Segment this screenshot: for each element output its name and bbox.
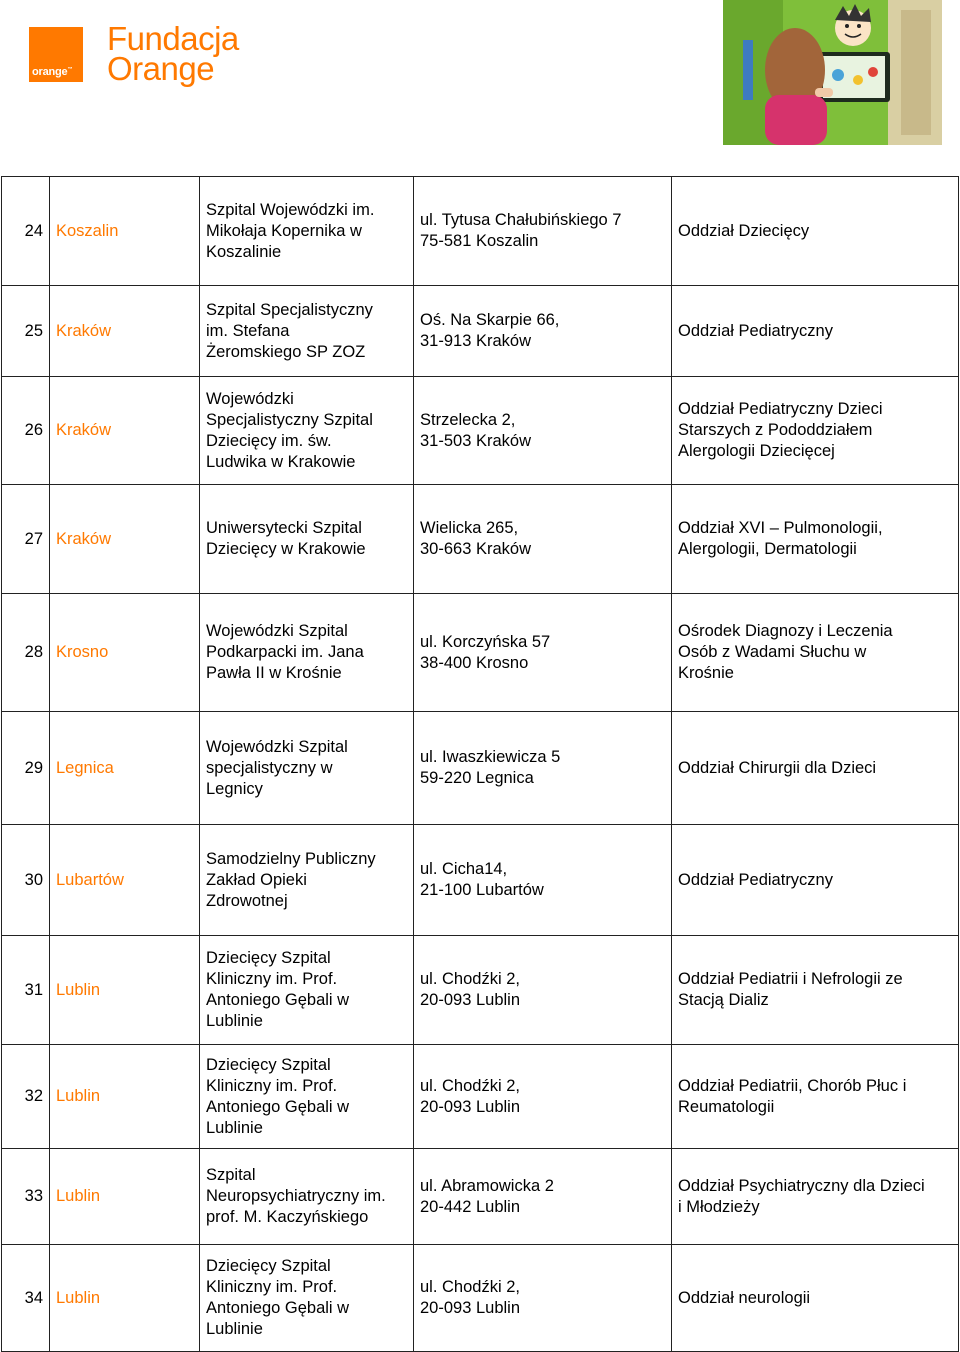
foundation-name-line2: Orange bbox=[107, 50, 215, 87]
ward-line: Oddział Pediatryczny bbox=[678, 321, 833, 340]
ward-line: Oddział Pediatrii i Nefrologii ze bbox=[678, 970, 903, 988]
row-number: 28 bbox=[2, 594, 50, 712]
address-line: 21-100 Lubartów bbox=[420, 881, 544, 899]
row-number: 33 bbox=[2, 1149, 50, 1245]
address-cell bbox=[414, 377, 672, 485]
ward-line: Alergologii Dziecięcej bbox=[678, 442, 835, 460]
address-cell bbox=[414, 1045, 672, 1149]
hospital-line: Antoniego Gębali w bbox=[206, 1097, 350, 1116]
hospital-cell bbox=[200, 1045, 414, 1149]
hospital-line: Dziecięcy Szpital bbox=[206, 1257, 331, 1275]
hospital-line: Szpital Wojewódzki im. bbox=[206, 200, 375, 219]
table-row bbox=[2, 1245, 959, 1352]
hospital-cell bbox=[200, 1149, 414, 1245]
foundation-name bbox=[107, 20, 239, 87]
hospital-line: im. Stefana bbox=[206, 321, 290, 340]
hospital-line: Kliniczny im. Prof. bbox=[206, 1278, 338, 1296]
address-line: 20-442 Lublin bbox=[420, 1197, 520, 1216]
city-cell: Kraków bbox=[50, 286, 200, 377]
ward-line: Oddział Pediatryczny bbox=[678, 870, 833, 889]
address-line: ul. Abramowicka 2 bbox=[420, 1176, 554, 1195]
ward-cell bbox=[672, 1245, 959, 1352]
address-cell bbox=[414, 286, 672, 377]
ward-line: Alergologii, Dermatologii bbox=[678, 540, 857, 558]
address-cell bbox=[414, 1245, 672, 1352]
address-line: ul. Chodźki 2, bbox=[420, 1278, 520, 1296]
city-cell: Lubartów bbox=[50, 825, 200, 936]
table-row bbox=[2, 1149, 959, 1245]
ward-line: Stacją Dializ bbox=[678, 991, 769, 1009]
row-number: 30 bbox=[2, 825, 50, 936]
hospital-line: Zdrowotnej bbox=[206, 891, 288, 910]
table-row bbox=[2, 177, 959, 286]
table-row bbox=[2, 1045, 959, 1149]
address-line: 75-581 Koszalin bbox=[420, 232, 539, 250]
address-line: 30-663 Kraków bbox=[420, 540, 531, 558]
table-row bbox=[2, 594, 959, 712]
row-number: 29 bbox=[2, 712, 50, 825]
ward-cell bbox=[672, 1045, 959, 1149]
hospital-line: Wojewódzki bbox=[206, 389, 294, 408]
ward-line: Starszych z Pododdziałem bbox=[678, 421, 873, 439]
hospital-cell bbox=[200, 936, 414, 1045]
hospital-line: Antoniego Gębali w bbox=[206, 1299, 350, 1317]
address-line: ul. Chodźki 2, bbox=[420, 1076, 520, 1095]
hospital-line: Pawła II w Krośnie bbox=[206, 664, 342, 682]
hospital-cell bbox=[200, 1245, 414, 1352]
city-cell: Krosno bbox=[50, 594, 200, 712]
ward-line: Oddział Psychiatryczny dla Dzieci bbox=[678, 1176, 925, 1195]
ward-cell bbox=[672, 485, 959, 594]
ward-cell bbox=[672, 594, 959, 712]
hospital-line: Podkarpacki im. Jana bbox=[206, 643, 364, 661]
address-cell bbox=[414, 485, 672, 594]
address-cell bbox=[414, 936, 672, 1045]
row-number: 34 bbox=[2, 1245, 50, 1352]
row-number: 24 bbox=[2, 177, 50, 286]
ward-line: Osób z Wadami Słuchu w bbox=[678, 643, 867, 661]
hospital-table bbox=[1, 176, 959, 1352]
row-number: 27 bbox=[2, 485, 50, 594]
city-cell: Koszalin bbox=[50, 177, 200, 286]
hospital-line: Wojewódzki Szpital bbox=[206, 737, 348, 756]
hospital-line: Szpital Specjalistyczny bbox=[206, 300, 373, 319]
hospital-line: Kliniczny im. Prof. bbox=[206, 970, 338, 988]
hospital-line: Legnicy bbox=[206, 779, 263, 798]
address-line: 59-220 Legnica bbox=[420, 769, 534, 787]
ward-cell bbox=[672, 825, 959, 936]
hospital-line: Antoniego Gębali w bbox=[206, 991, 350, 1009]
hospital-cell bbox=[200, 594, 414, 712]
child-touchscreen-photo bbox=[723, 0, 942, 145]
hospital-line: Specjalistyczny Szpital bbox=[206, 410, 373, 429]
address-cell bbox=[414, 594, 672, 712]
hospital-cell bbox=[200, 177, 414, 286]
hospital-line: Wojewódzki Szpital bbox=[206, 622, 348, 640]
row-number: 26 bbox=[2, 377, 50, 485]
address-line: 31-503 Kraków bbox=[420, 431, 531, 450]
ward-line: Ośrodek Diagnozy i Leczenia bbox=[678, 622, 893, 640]
hospital-line: Dziecięcy im. św. bbox=[206, 431, 332, 450]
table-row bbox=[2, 377, 959, 485]
hospital-cell bbox=[200, 485, 414, 594]
city-cell: Kraków bbox=[50, 485, 200, 594]
ward-line: Oddział Chirurgii dla Dzieci bbox=[678, 758, 877, 777]
hospital-line: Żeromskiego SP ZOZ bbox=[206, 342, 366, 361]
ward-cell bbox=[672, 1149, 959, 1245]
table-row bbox=[2, 936, 959, 1045]
ward-cell bbox=[672, 936, 959, 1045]
hospital-cell bbox=[200, 825, 414, 936]
ward-line: Oddział neurologii bbox=[678, 1288, 811, 1307]
address-line: 20-093 Lublin bbox=[420, 991, 520, 1009]
hospital-line: Uniwersytecki Szpital bbox=[206, 519, 362, 537]
row-number: 25 bbox=[2, 286, 50, 377]
ward-line: Oddział Pediatrii, Chorób Płuc i bbox=[678, 1076, 907, 1095]
address-line: ul. Iwaszkiewicza 5 bbox=[420, 748, 561, 766]
hospital-line: Kliniczny im. Prof. bbox=[206, 1076, 338, 1095]
row-number: 31 bbox=[2, 936, 50, 1045]
foundation-name-line1: Fundacja bbox=[107, 20, 239, 57]
hospital-line: Neuropsychiatryczny im. bbox=[206, 1187, 386, 1205]
hospital-line: Ludwika w Krakowie bbox=[206, 452, 356, 471]
address-cell bbox=[414, 825, 672, 936]
address-line: 38-400 Krosno bbox=[420, 653, 529, 672]
hospital-line: Dziecięcy w Krakowie bbox=[206, 540, 366, 558]
hospital-line: Lublinie bbox=[206, 1012, 263, 1030]
table-row bbox=[2, 825, 959, 936]
hospital-line: prof. M. Kaczyńskiego bbox=[206, 1208, 369, 1226]
city-cell: Lublin bbox=[50, 1149, 200, 1245]
hospital-line: Lublinie bbox=[206, 1320, 263, 1338]
hospital-line: Samodzielny Publiczny bbox=[206, 849, 376, 868]
address-line: 20-093 Lublin bbox=[420, 1097, 520, 1116]
page-header bbox=[0, 0, 960, 176]
hospital-line: Szpital bbox=[206, 1166, 256, 1184]
address-line: 20-093 Lublin bbox=[420, 1299, 520, 1317]
orange-logo: orange™ bbox=[29, 27, 83, 82]
hospital-cell bbox=[200, 712, 414, 825]
address-cell bbox=[414, 177, 672, 286]
ward-line: Oddział Dziecięcy bbox=[678, 221, 810, 240]
ward-cell bbox=[672, 377, 959, 485]
city-cell: Legnica bbox=[50, 712, 200, 825]
address-line: 31-913 Kraków bbox=[420, 332, 531, 350]
address-line: Oś. Na Skarpie 66, bbox=[420, 311, 560, 329]
address-line: Strzelecka 2, bbox=[420, 410, 516, 429]
ward-line: Krośnie bbox=[678, 664, 734, 682]
address-line: Wielicka 265, bbox=[420, 519, 519, 537]
address-line: ul. Korczyńska 57 bbox=[420, 632, 551, 651]
table-row bbox=[2, 712, 959, 825]
hospital-cell bbox=[200, 286, 414, 377]
address-cell bbox=[414, 1149, 672, 1245]
ward-cell bbox=[672, 712, 959, 825]
hospital-line: Dziecięcy Szpital bbox=[206, 949, 331, 967]
ward-cell bbox=[672, 177, 959, 286]
row-number: 32 bbox=[2, 1045, 50, 1149]
address-line: ul. Cicha14, bbox=[420, 860, 508, 878]
city-cell: Lublin bbox=[50, 1245, 200, 1352]
ward-line: Oddział XVI – Pulmonologii, bbox=[678, 519, 883, 537]
address-line: ul. Chodźki 2, bbox=[420, 970, 520, 988]
ward-cell bbox=[672, 286, 959, 377]
hospital-line: Lublinie bbox=[206, 1118, 263, 1137]
ward-line: Reumatologii bbox=[678, 1097, 775, 1116]
hospital-line: specjalistyczny w bbox=[206, 758, 333, 777]
table-row bbox=[2, 286, 959, 377]
city-cell: Kraków bbox=[50, 377, 200, 485]
ward-line: i Młodzieży bbox=[678, 1197, 760, 1216]
hospital-line: Zakład Opieki bbox=[206, 870, 307, 889]
hospital-line: Koszalinie bbox=[206, 242, 282, 261]
hospital-line: Dziecięcy Szpital bbox=[206, 1055, 331, 1074]
city-cell: Lublin bbox=[50, 936, 200, 1045]
hospital-line: Mikołaja Kopernika w bbox=[206, 221, 362, 240]
address-line: ul. Tytusa Chałubińskiego 7 bbox=[420, 211, 622, 229]
address-cell bbox=[414, 712, 672, 825]
hospital-cell bbox=[200, 377, 414, 485]
city-cell: Lublin bbox=[50, 1045, 200, 1149]
ward-line: Oddział Pediatryczny Dzieci bbox=[678, 400, 883, 418]
table-row bbox=[2, 485, 959, 594]
